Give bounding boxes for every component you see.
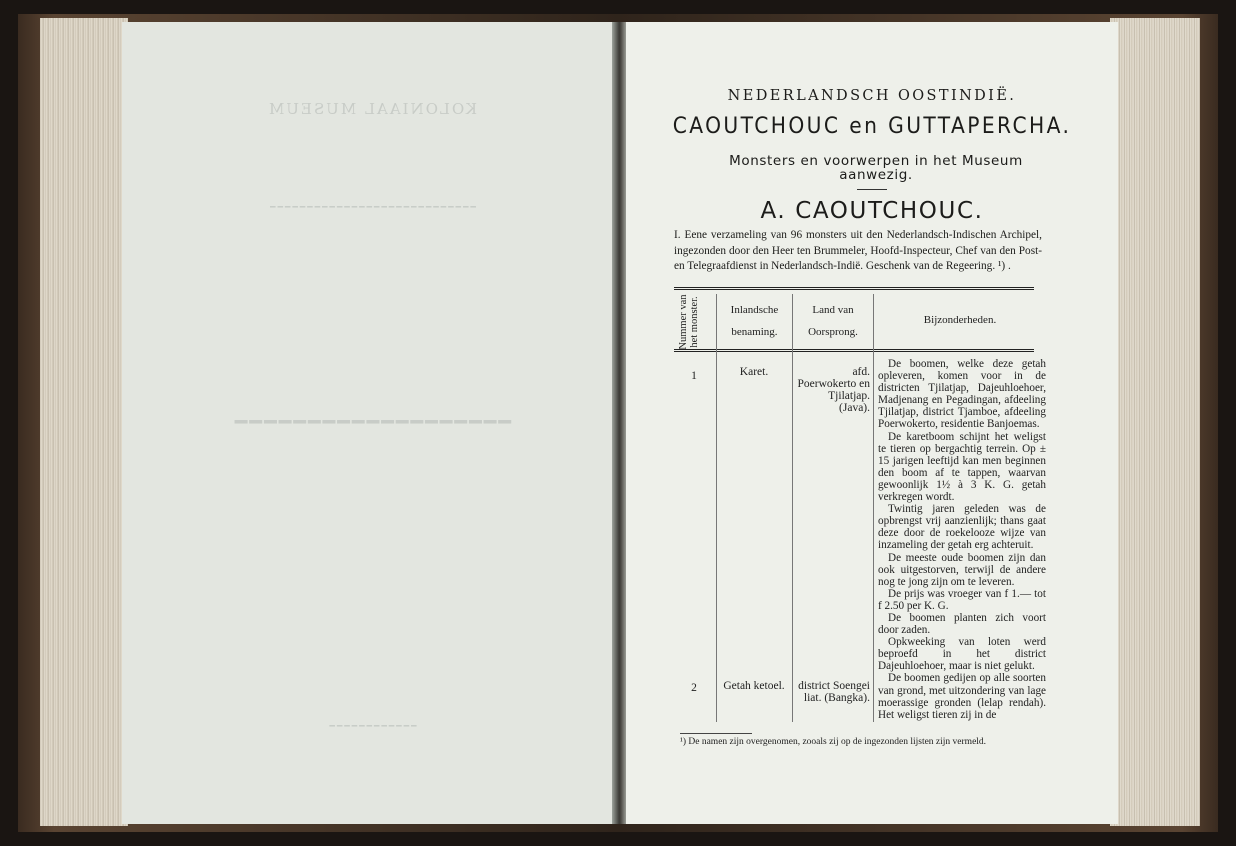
footnote: ¹) De namen zijn overgenomen, zooals zij op de ingezonden lijsten zijn vermeld.: [680, 737, 987, 747]
region-heading: NEDERLANDSCH OOSTINDIË.: [727, 88, 1017, 104]
bleed-through-subtitle: ━━━━━━━━━━━━━━━━━━━━━━━━━━━━: [268, 203, 476, 213]
left-page: [122, 22, 616, 824]
intro-paragraph: I. Eene verzameling van 96 monsters uit den Nederlandsch-Indischen Archipel, ingezonden door den Heer ten Brummeler, Hoofd-Inspecteur, Chef van den Post- en Telegraafdienst in Nederlandsch-Indië. Geschenk van de Regeering. ¹) .: [674, 229, 1042, 273]
row-2-name: Getah ketoel.: [723, 680, 785, 692]
remark-paragraph: De karetboom schijnt het weligst te tieren op bergachtig terrein. Op ± 15 jarigen leeftijd kan men beginnen den boom af te tappen, waarvan gewoonlijk 1½ à 3 K. G. getah verkregen wordt.: [878, 430, 1046, 504]
page-edges-left: [40, 18, 128, 826]
column-divider: [716, 294, 717, 722]
remark-paragraph: De prijs was vroeger van f 1.— tot f 2.50 per K. G.: [878, 587, 1046, 612]
bleed-through-imprint: ━━━━━━━━━━━━: [327, 722, 417, 732]
row-2-origin: district Soengei liat. (Bangka).: [798, 680, 870, 704]
header-origin-2: Oorsprong.: [808, 326, 858, 338]
footnote-rule: [680, 733, 752, 734]
row-1-remarks: [878, 358, 1046, 721]
table-header-rule: [674, 349, 1034, 350]
row-2-number: 2: [691, 682, 697, 694]
table-top-rule-2: [674, 289, 1034, 290]
remark-paragraph: Twintig jaren geleden was de opbrengst vrij aanzienlijk; thans gaat deze door de roekelooze wijze van inzameling der getah erg achteruit.: [878, 503, 1046, 552]
page-title: CAOUTCHOUC en GUTTAPERCHA.: [672, 114, 1072, 139]
column-divider: [873, 294, 874, 722]
page-subtitle: Monsters en voorwerpen in het Museum aanwezig.: [729, 153, 1023, 183]
header-name-1: Inlandsche: [730, 304, 779, 316]
bleed-through-title: ━━━━━━━━━━━━━━━━━━━: [232, 410, 512, 434]
header-number: Nummer van het monster.: [678, 294, 700, 350]
row-1-number: 1: [691, 370, 697, 382]
header-origin-1: Land van: [812, 304, 854, 316]
remark-paragraph: De boomen, welke deze getah opleveren, komen voor in de districten Tjilatjap, Dajeuhloehoer, Madjenang en Pegadingan, afdeeling Tjilatjap, district Tjamboe, afdeeling Poerwokerto, residentie Banjoemas.: [878, 358, 1046, 431]
row-1-name: Karet.: [739, 366, 769, 378]
remark-paragraph: De meeste oude boomen zijn dan ook uitgestorven, terwijl de andere nog te jong zijn om te leveren.: [878, 551, 1046, 588]
bleed-through-museum: KOLONIAAL MUSEUM: [266, 100, 478, 118]
table-top-rule: [674, 287, 1034, 288]
remark-paragraph: Opkweeking van loten werd beproefd in het district Dajeuhloehoer, maar is niet gelukt.: [878, 636, 1046, 673]
header-name-2: benaming.: [731, 326, 778, 338]
row-1-origin: afd. Poerwokerto en Tjilatjap. (Java).: [797, 366, 870, 414]
table-header-rule-2: [674, 351, 1034, 352]
remark-paragraph: De boomen gedijen op alle soorten van grond, met uitzondering van lage moerassige gronden (lelap rendah). Het weligst tieren zij in de: [878, 672, 1046, 721]
column-divider: [792, 294, 793, 722]
page-edges-right: [1110, 18, 1200, 826]
remark-paragraph: De boomen planten zich voort door zaden.: [878, 611, 1046, 637]
header-remarks: Bijzonderheden.: [923, 314, 997, 326]
section-heading: A. CAOUTCHOUC.: [760, 198, 984, 224]
title-divider: [857, 189, 887, 190]
